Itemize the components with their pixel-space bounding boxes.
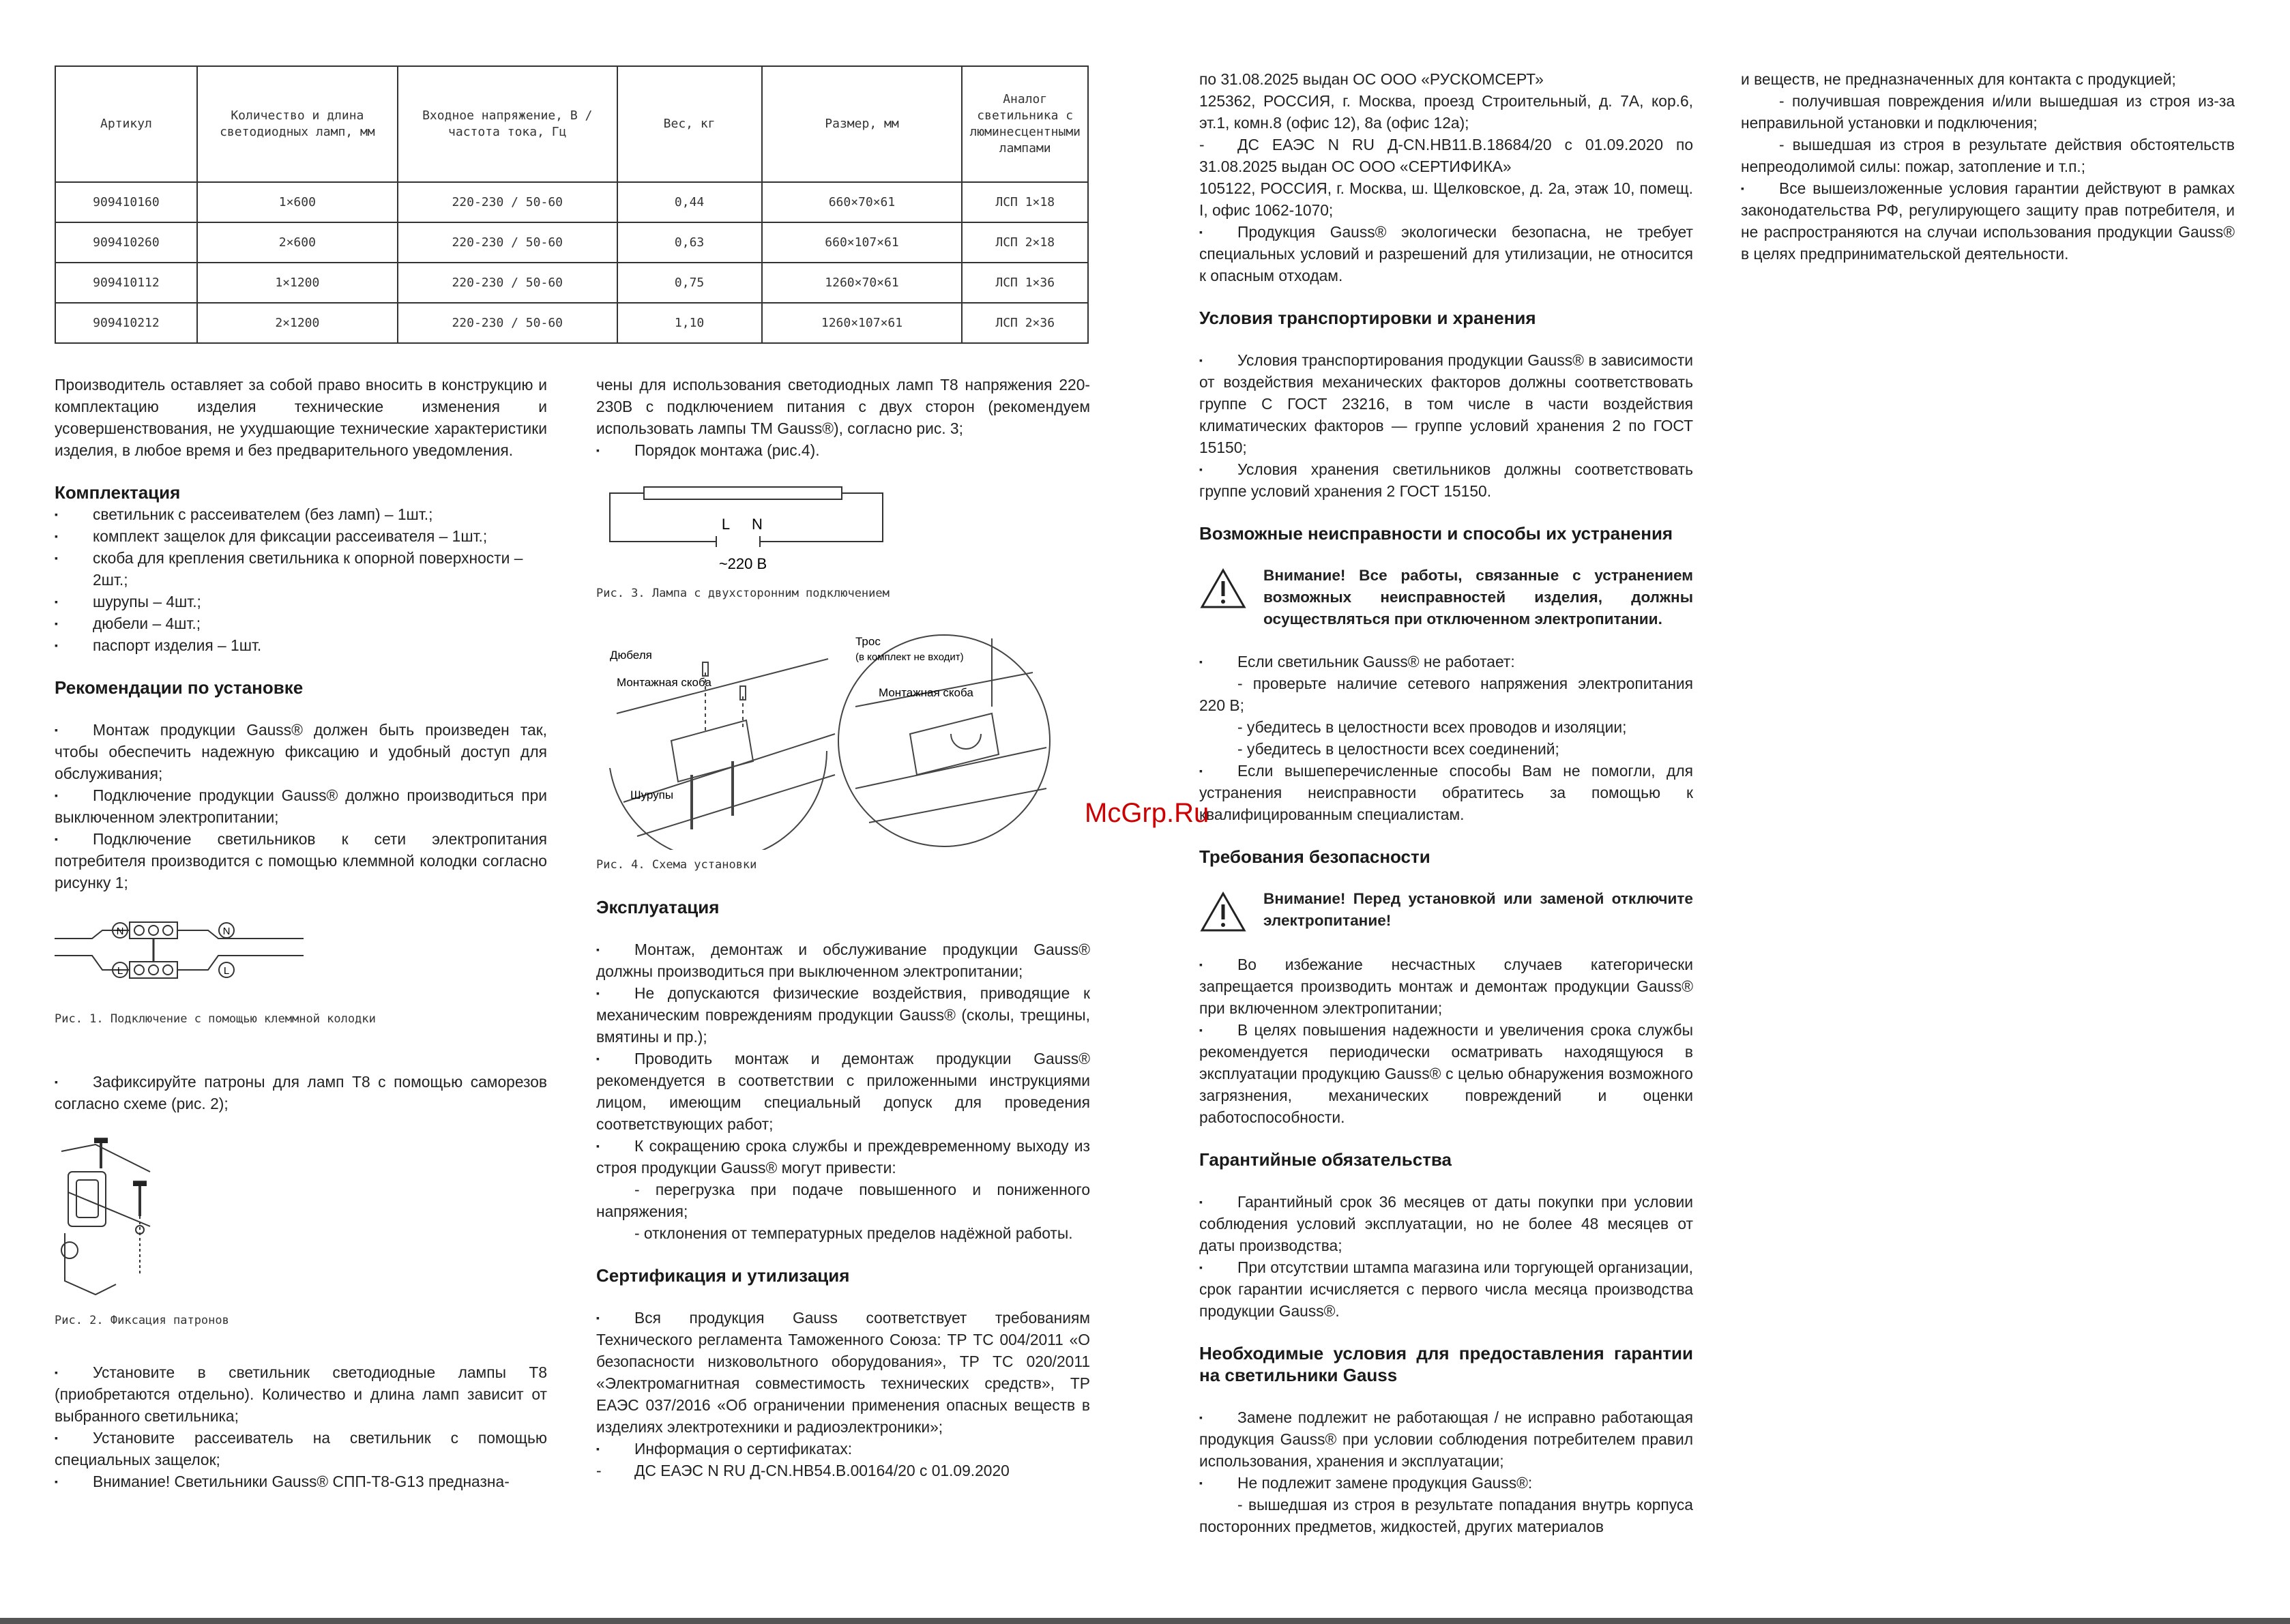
table-cell: 220-230 / 50-60 (398, 182, 617, 222)
neutral-label: N (116, 926, 124, 937)
table-cell: ЛСП 1×36 (962, 263, 1088, 303)
table-cell: 1×1200 (197, 263, 398, 303)
neutral-label: N (752, 516, 763, 533)
column-3 (1199, 68, 1693, 1537)
table-cell: 220-230 / 50-60 (398, 263, 617, 303)
table-cell: 909410112 (55, 263, 197, 303)
spec-table (55, 65, 1089, 344)
list-item: ▪ Если светильник Gauss® не работает: (1199, 651, 1693, 673)
list-item: ▪ Установите рассеиватель на светильник с помощью специальных защелок; (55, 1427, 547, 1471)
list-item: ▪ Не допускаются физические воздействия, приводящие к механическим повреждениям продукции Gauss® (сколы, трещины, вмятины и пр.); (596, 982, 1090, 1048)
table-cell: 1260×70×61 (762, 263, 963, 303)
table-cell: 220-230 / 50-60 (398, 222, 617, 263)
column-2 (596, 374, 1090, 1481)
neutral-label: N (222, 926, 231, 937)
list-item: - отклонения от температурных пределов надёжной работы. (634, 1224, 1073, 1242)
table-header-cell: Размер, мм (762, 66, 963, 182)
table-cell: 0,75 (617, 263, 762, 303)
column-4 (1741, 68, 2235, 265)
list-item: ▪ Информация о сертификатах: (596, 1438, 1090, 1460)
kit-heading: Комплектация (55, 482, 181, 503)
table-cell: ЛСП 1×18 (962, 182, 1088, 222)
table-cell: 2×600 (197, 222, 398, 263)
line-label: L (117, 965, 123, 977)
list-item: ▪ Все вышеизложенные условия гарантии действуют в рамках законодательства РФ, регулирующего защиту прав потребителя, и не распространяются на случаи использования продукции Gauss® в целях предпринимательской деятельности. (1741, 177, 2235, 265)
list-item: ▪ скоба для крепления светильника к опорной поверхности – 2шт.; (55, 547, 547, 591)
table-cell: 1260×107×61 (762, 303, 963, 343)
table-row (55, 303, 1088, 343)
list-item: - получившая повреждения и/или вышедшая из строя из-за неправильной установки и подключения; (1741, 92, 2235, 132)
dowels-label: Дюбеля (610, 649, 652, 662)
screws-label: Шурупы (630, 788, 674, 801)
safety-warning-text: Внимание! Перед установкой или заменой отключите электропитание! (1263, 890, 1693, 929)
list-item: ▪ Во избежание несчастных случаев категорически запрещается производить монтаж и демонтаж продукции Gauss® при включенном электропитании; (1199, 954, 1693, 1019)
table-cell: 909410160 (55, 182, 197, 222)
continued-paragraph: 105122, РОССИЯ, г. Москва, ш. Щелковское, д. 2а, этаж 10, помещ. I, офис 1062-1070; (1199, 179, 1693, 219)
transport-list (1199, 349, 1693, 502)
list-item: - проверьте наличие сетевого напряжения электропитания 220 В; (1199, 675, 1693, 714)
warning-icon (1199, 567, 1247, 610)
list-item: ▪ При отсутствии штампа магазина или торгующей организации, срок гарантии исчисляется с первого числа месяца производства продукции Gauss®. (1199, 1256, 1693, 1322)
table-cell: 660×107×61 (762, 222, 963, 263)
continued-paragraph: и веществ, не предназначенных для контакта с продукцией; (1741, 70, 2176, 88)
table-header-cell: Аналог светильника с люминесцентными лампами (962, 66, 1088, 182)
list-item: ▪ Монтаж, демонтаж и обслуживание продукции Gauss® должны производиться при выключенном электропитании; (596, 939, 1090, 982)
kit-list (55, 503, 547, 656)
list-item: - вышедшая из строя в результате действия обстоятельств непреодолимой силы: пожар, затопление и т.п.; (1741, 136, 2235, 175)
list-item: ▪ Условия хранения светильников должны соответствовать группе условий хранения 2 ГОСТ 15150. (1199, 458, 1693, 502)
fig1-caption: Рис. 1. Подключение с помощью клеммной колодки (55, 1012, 376, 1026)
bracket-label: Монтажная скоба (617, 676, 711, 689)
terminal-block-diagram (55, 918, 314, 993)
safety-heading: Требования безопасности (1199, 846, 1430, 867)
list-item: ▪ Установите в светильник светодиодные лампы T8 (приобретаются отдельно). Количество и длина ламп зависит от выбранного светильника; (55, 1361, 547, 1427)
warning-icon (1199, 891, 1247, 933)
list-item: - убедитесь в целостности всех проводов и изоляции; (1237, 718, 1627, 736)
certification-heading: Сертификация и утилизация (596, 1265, 850, 1286)
table-cell: 2×1200 (197, 303, 398, 343)
table-row (55, 222, 1088, 263)
fig2-caption: Рис. 2. Фиксация патронов (55, 1314, 229, 1327)
operation-list (596, 939, 1090, 1244)
list-item: - вышедшая из строя в результате попадания внутрь корпуса посторонних предметов, жидкостей, других материалов (1199, 1496, 1693, 1535)
install-heading: Рекомендации по установке (55, 677, 304, 698)
intro-paragraph: Производитель оставляет за собой право вносить в конструкцию и комплектацию изделия технические изменения и усовершенствования, не ухудшающие технические характеристики изделия, в любое время и без предварительного уведомления. (55, 376, 547, 459)
list-item: ▪ Подключение продукции Gauss® должно производиться при выключенном электропитании; (55, 784, 547, 828)
continued-paragraph: по 31.08.2025 выдан ОС ООО «РУСКОМСЕРТ» (1199, 70, 1544, 88)
table-cell: 1,10 (617, 303, 762, 343)
list-item: ▪ Замене подлежит не работающая / не исправно работающая продукция Gauss® при условии соблюдения потребителем правил использования, хранения и эксплуатации; (1199, 1406, 1693, 1472)
table-cell: 1×600 (197, 182, 398, 222)
table-header-cell: Входное напряжение, В / частота тока, Гц (398, 66, 617, 182)
operation-heading: Эксплуатация (596, 897, 720, 917)
list-item: ▪ светильник с рассеивателем (без ламп) – 1шт.; (55, 503, 547, 525)
voltage-label: ~220 В (718, 555, 767, 572)
table-header-cell: Количество и длина светодиодных ламп, мм (197, 66, 398, 182)
safety-warning (1199, 888, 1693, 933)
table-header-cell: Вес, кг (617, 66, 762, 182)
line-label: L (223, 965, 230, 977)
table-cell: 909410212 (55, 303, 197, 343)
list-item: ▪ шурупы – 4шт.; (55, 591, 547, 612)
list-item: ▪ Внимание! Светильники Gauss® СПП-Т8-G13 предназна- (55, 1471, 547, 1492)
continued-paragraph: 125362, РОССИЯ, г. Москва, проезд Строительный, д. 7А, кор.6, эт.1, комн.8 (офис 12), 8а (офис 12а); (1199, 92, 1693, 132)
list-item: - перегрузка при подаче повышенного и пониженного напряжения; (596, 1181, 1090, 1220)
list-item: ▪ Не подлежит замене продукция Gauss®: (1199, 1472, 1693, 1494)
list-item: ▪ Гарантийный срок 36 месяцев от даты покупки при условии соблюдения условий эксплуатации, но не более 48 месяцев от даты производства; (1199, 1191, 1693, 1256)
conditions-list (1199, 1406, 1693, 1537)
installation-scheme-diagram (596, 632, 1090, 850)
list-item: ▪ Проводить монтаж и демонтаж продукции Gauss® рекомендуется в соответствии с приложенными инструкциями лицом, имеющим специальный допуск для проведения соответствующих работ; (596, 1048, 1090, 1135)
list-item: ▪ Подключение светильников к сети электропитания потребителя производится с помощью клеммной колодки согласно рисунку 1; (55, 828, 547, 894)
list-item: ▪ Если вышеперечисленные способы Вам не помогли, для устранения неисправности обратитесь за помощью к квалифицированным специалистам. (1199, 760, 1693, 825)
table-cell: 660×70×61 (762, 182, 963, 222)
watermark: McGrp.Ru (1085, 798, 1209, 828)
warranty-list (1199, 1191, 1693, 1322)
faults-heading: Возможные неисправности и способы их устранения (1199, 523, 1673, 544)
faults-warning-text: Внимание! Все работы, связанные с устранением возможных неисправностей изделия, должны осуществляться при отключенном электропитании. (1263, 567, 1693, 628)
lamp-connection-diagram (596, 480, 890, 576)
list-item: ▪ комплект защелок для фиксации рассеивателя – 1шт.; (55, 525, 547, 547)
safety-list (1199, 954, 1693, 1128)
list-item: ▪ К сокращению срока службы и преждевременному выходу из строя продукции Gauss® могут привести: (596, 1135, 1090, 1179)
list-item: ▪ В целях повышения надежности и увеличения срока службы рекомендуется периодически осматривать находящуюся в эксплуатации продукцию Gauss® с целью обнаружения возможного загрязнения, механических повреждений и оценки работоспособности. (1199, 1019, 1693, 1128)
faults-warning (1199, 565, 1693, 630)
table-row (55, 182, 1088, 222)
list-item: - ДС ЕАЭС N RU Д-CN.НВ54.В.00164/20 с 01.09.2020 (596, 1460, 1090, 1481)
table-header-row (55, 66, 1088, 182)
list-item: ▪ паспорт изделия – 1шт. (55, 634, 547, 656)
transport-heading: Условия транспортировки и хранения (1199, 308, 1536, 328)
cable-label: Трос (855, 635, 881, 648)
install-list (55, 719, 547, 894)
line-label: L (721, 516, 731, 533)
table-cell: 0,44 (617, 182, 762, 222)
table-cell: 220-230 / 50-60 (398, 303, 617, 343)
warranty-heading: Гарантийные обязательства (1199, 1149, 1452, 1170)
fig3-caption: Рис. 3. Лампа с двухсторонним подключением (596, 587, 890, 600)
list-item: - убедитесь в целостности всех соединений; (1237, 740, 1559, 758)
cable-note-label: (в комплект не входит) (855, 651, 964, 663)
certification-list (596, 1307, 1090, 1481)
socket-fixing-diagram (55, 1131, 157, 1301)
list-item: - ДС ЕАЭС N RU Д-CN.НВ11.В.18684/20 с 01.09.2020 по 31.08.2025 выдан ОС ООО «СЕРТИФИКА» (1199, 134, 1693, 177)
table-cell: ЛСП 2×18 (962, 222, 1088, 263)
list-item: ▪ Зафиксируйте патроны для ламп T8 с помощью саморезов согласно схеме (рис. 2); (55, 1071, 547, 1114)
table-row (55, 263, 1088, 303)
list-item: ▪ дюбели – 4шт.; (55, 612, 547, 634)
lamps-list (55, 1361, 547, 1492)
continued-paragraph: чены для использования светодиодных ламп Т8 напряжения 220-230В с подключением питания с двух сторон (рекомендуем использовать лампы ТМ Gauss®), согласно рис. 3; (596, 376, 1090, 437)
table-header-cell: Артикул (55, 66, 197, 182)
table-cell: ЛСП 2×36 (962, 303, 1088, 343)
conditions-heading: Необходимые условия для предоставления гарантии на светильники Gauss (1199, 1343, 1693, 1385)
list-item: ▪ Вся продукция Gauss соответствует требованиям Технического регламента Таможенного Союза: ТР ТС 004/2011 «О безопасности низковольтного оборудования», ТР ТС 020/2011 «Электромагнитная совместимость технических средств», ТР ЕАЭС 037/2016 «Об ограничении применения опасных веществ в изделиях электротехники и радиоэлектроники»; (596, 1307, 1090, 1438)
list-item: ▪ Продукция Gauss® экологически безопасна, не требует специальных условий и разрешений для утилизации, не относится к опасным отходам. (1199, 221, 1693, 286)
bracket-label: Монтажная скоба (879, 686, 973, 699)
table-cell: 909410260 (55, 222, 197, 263)
list-item: ▪ Порядок монтажа (рис.4). (596, 439, 1090, 461)
list-item: ▪ Монтаж продукции Gauss® должен быть произведен так, чтобы обеспечить надежную фиксацию и удобный доступ для обслуживания; (55, 719, 547, 784)
list-item: ▪ Условия транспортирования продукции Gauss® в зависимости от воздействия механических факторов должны соответствовать группе С ГОСТ 23216, в том числе в части воздействия климатических факторов — группе условий хранения 2 по ГОСТ 15150; (1199, 349, 1693, 458)
table-cell: 0,63 (617, 222, 762, 263)
bottom-divider (0, 1618, 2290, 1624)
faults-list (1199, 651, 1693, 825)
fig4-caption: Рис. 4. Схема установки (596, 858, 757, 872)
column-1 (55, 374, 547, 1492)
